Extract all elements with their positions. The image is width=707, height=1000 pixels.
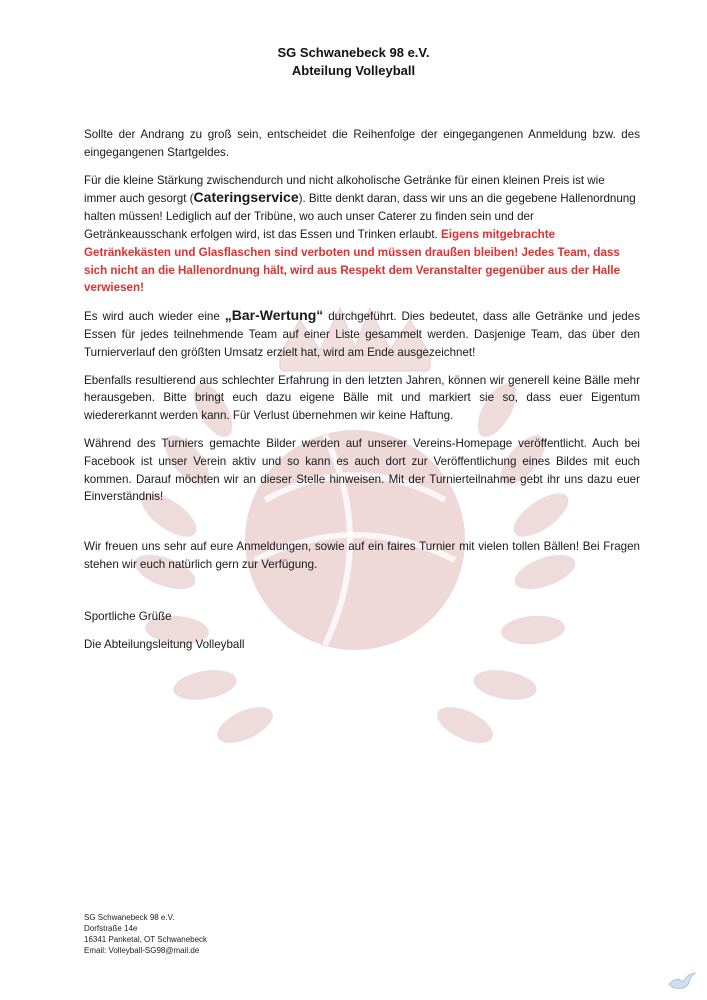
footer-club: SG Schwanebeck 98 e.V. xyxy=(84,913,175,922)
paragraph-registration: Sollte der Andrang zu groß sein, entscheidet die Reihenfolge der eingegangenen Anmeldung bzw. des eingegangenen Startgeldes. xyxy=(84,128,640,159)
letter-body xyxy=(84,126,640,663)
paragraph-balls: Ebenfalls resultierend aus schlechter Erfahrung in den letzten Jahren, können wir generell keine Bälle mehr herausgeben. Bitte bringt euch dazu eigene Bälle mit und markiert sie so, dass euer Eigentum wiedererkannt werden kann. Für Verlust übernehmen wir keine Haftung. xyxy=(84,373,640,423)
greeting: Sportliche Grüße xyxy=(84,609,172,623)
catering-highlight: Cateringservice xyxy=(193,189,299,206)
catering-text-start: Für die kleine Stärkung zwischendurch und nicht alkoholische Getränke für einen kleinen Preis ist wie immer auch gesorgt ( xyxy=(84,173,605,206)
footer-street: Dorfstraße 14e xyxy=(84,924,138,933)
hall-rules-warning: Eigens mitgebrachte Getränkekästen und Glasflaschen sind verboten und müssen draußen bleiben! Jedes Team, dass sich nicht an die Hallenordnung hält, wird aus Respekt dem Veranstalter gegenüber aus der Halle verwiesen! xyxy=(84,227,621,295)
signature: Die Abteilungsleitung Volleyball xyxy=(84,637,245,651)
paragraph-catering xyxy=(84,172,640,298)
letter-header xyxy=(0,44,707,80)
bar-rating-text-rest: durchgeführt. Dies bedeutet, dass alle Getränke und jedes Essen für jedes teilnehmende Team auf einer Liste gesammelt werden. Dasjenige Team, das über den Turnierverlauf den größten Umsatz erzielt hat, wird am Ende ausgezeichnet! xyxy=(84,310,641,359)
department-name: Abteilung Volleyball xyxy=(291,63,416,78)
paragraph-bar-rating xyxy=(84,307,640,361)
paragraph-closing: Wir freuen uns sehr auf eure Anmeldungen, sowie auf ein faires Turnier mit vielen tollen Bällen! Bei Fragen stehen wir euch natürlich gern zur Verfügung. xyxy=(84,540,640,571)
bar-rating-highlight: „Bar-Wertung“ xyxy=(224,307,324,324)
paragraph-photos: Während des Turniers gemachte Bilder werden auf unserer Vereins-Homepage veröffentlicht. Auch bei Facebook ist unser Verein aktiv und so kann es auch dort zur Veröffentlichung eines Bildes mit euch kommen. Darauf möchten wir an dieser Stelle hinweisen. Mit der Turnierteilnahme gebt ihr uns dazu euer Einverständnis! xyxy=(84,436,640,504)
swan-logo-icon xyxy=(667,970,697,992)
footer-email: Email: Volleyball-SG98@mail.de xyxy=(84,946,200,955)
footer-city: 16341 Panketal, OT Schwanebeck xyxy=(84,935,208,944)
club-name: SG Schwanebeck 98 e.V. xyxy=(277,45,430,60)
catering-text-rest: ). Bitte denkt daran, dass wir uns an die gegebene Hallenordnung halten müssen! Lediglich auf der Tribüne, wo auch unser Caterer zu finden sein und der Getränkeausschank erfolgen wird, ist das Essen und Trinken erlaubt. xyxy=(84,192,636,241)
bar-rating-text-start: Es wird auch wieder eine xyxy=(84,310,225,324)
letter-footer xyxy=(84,912,207,956)
